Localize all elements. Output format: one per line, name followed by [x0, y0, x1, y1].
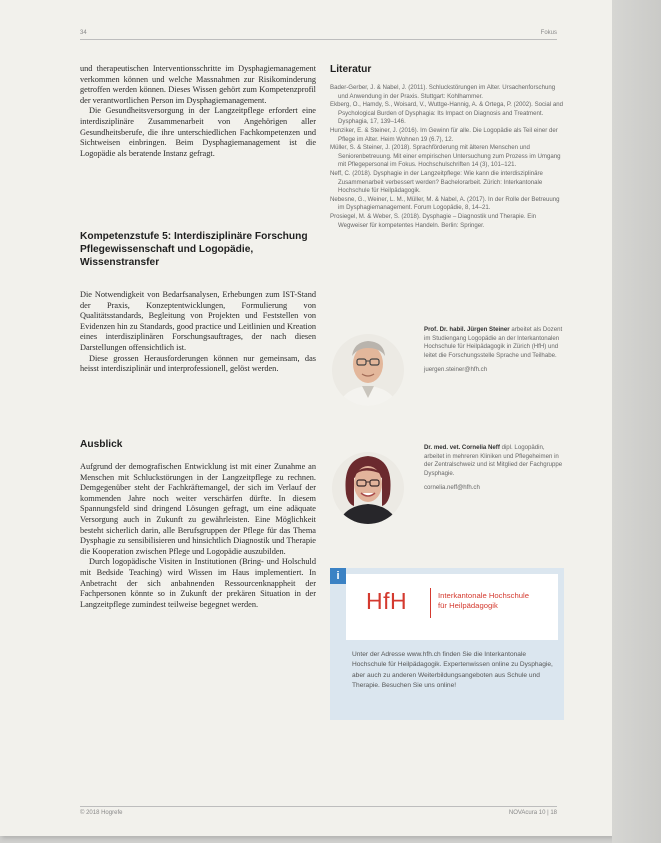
section-label: Fokus	[540, 30, 557, 36]
section-text	[80, 290, 316, 375]
author-email[interactable]: cornelia.neff@hfh.ch	[424, 484, 480, 492]
author-name: Dr. med. vet. Cornelia Neff	[424, 444, 500, 451]
reference-item: Prosiegel, M. & Weber, S. (2018). Dysphagie – Diagnostik und Therapie. Ein Wegweiser für kompetentes Handeln. Berlin: Springer.	[330, 212, 537, 229]
paragraph: und therapeutischen Interventionsschritte im Dysphagiemanagement verkommen können und welche Massnahmen zur Risikominderung getroffen werden können. Dieses Wissen gehört zum Kompetenzprofil der verantwortlichen Person im Dysphagiemanagement.	[80, 64, 316, 105]
org-line: Interkantonale Hochschule	[438, 591, 530, 600]
author-card	[330, 444, 566, 544]
reference-list	[330, 84, 566, 230]
info-icon: i	[330, 568, 346, 584]
intro-text	[80, 64, 316, 159]
paragraph: Die Gesundheitsversorgung in der Langzeitpflege erfordert eine interdisziplinäre Zusammenarbeit von Angehörigen aller Gesundheitsberufe, die ihre unterschiedlichen Fachkompetenzen und Sichtweisen einbringen. Beim Dysphagiemanagement ist die Logopädie als beratende Instanz gefragt.	[80, 106, 316, 158]
running-head	[80, 30, 557, 40]
section-heading: Kompetenzstufe 5: Interdisziplinäre Forschung Pflegewissenschaft und Logopädie, Wissenstransfer	[80, 231, 308, 268]
section-heading-block	[80, 230, 316, 269]
reference-item: Ekberg, O., Hamdy, S., Woisard, V., Wuttge-Hannig, A. & Ortega, P. (2002). Social and Psychological Burden of Dysphagia: Its Impact on Diagnosis and Treatment. Dysphagia, 17, 139–146.	[330, 101, 564, 126]
issue-label: NOVAcura 10 | 18	[508, 810, 557, 816]
org-line: für Heilpädagogik	[438, 600, 498, 610]
paragraph: Diese grossen Herausforderungen können nur gemeinsam, das heisst interdisziplinär und interprofessionell, gelöst werden.	[80, 353, 316, 374]
scan-background-edge	[612, 0, 661, 843]
author-description: arbeitet als Dozent im Studiengang Logopädie an der Interkantonalen Hochschule für Heilpädagogik in Zürich (HfH) und leitet die Forschungsstelle Sprache und Teilhabe.	[424, 326, 563, 359]
organization-name	[438, 591, 553, 610]
author-bio	[424, 326, 566, 375]
paragraph: Durch logopädische Visiten in Institutionen (Bring- und Holschuld mit Bedside Teaching) wird Wissen im Haus implementiert. In Anbetracht der sich anbahnenden Ressourcenknappheit der Fachpersonen könnte so in Zukunft der prekären Situation in der Langzeitpflege zumindest teilweise begegnet werden.	[80, 557, 316, 609]
left-column	[80, 64, 316, 609]
paragraph: Aufgrund der demografischen Entwicklung ist mit einer Zunahme an Menschen mit Schluckstörungen in der Langzeitpflege zu rechnen. Demgegenüber steht der Fachkräftemangel, der sich im Verlauf der kommenden Jahre noch weiter verschärfen dürfte. In diesem Spannungsfeld sind dringend Lösungen gefragt, um eine adäquate Versorgung auch in Zukunft zu gewährleisten. Eine Möglichkeit besteht sicherlich darin, alle Berufsgruppen der Pflege für das Thema Dysphagie zu sensibilisieren und hinsichtlich Diagnostik und Therapie die Kooperation zwischen Pflege und Logopädie auszubilden.	[80, 462, 316, 556]
reference-item: Bader-Gerber, J. & Nabel, J. (2011). Schluckstörungen im Alter. Ursachenforschung und Anwendung in der Praxis. Stuttgart: Kohlhammer.	[330, 84, 556, 100]
page-number: 34	[80, 30, 87, 36]
info-box	[330, 568, 564, 720]
author-photo	[332, 444, 404, 532]
reference-item: Neff, C. (2018). Dysphagie in der Langzeitpflege: Wie kann die interdisziplinäre Zusammenarbeit verbessert werden? Bachelorarbeit. Zürich: Interkantonale Hochschule für Heilpädagogik.	[330, 169, 543, 195]
page-footer	[80, 806, 557, 818]
author-photo	[332, 326, 404, 414]
info-box-text: Unter der Adresse www.hfh.ch finden Sie die Interkantonale Hochschule für Heilpädagogik. Expertenwissen online zu Dysphagie, aber auch zu anderen Weiterbildungsangeboten aus Schule und Therapie. Besuchen Sie uns online!	[352, 651, 553, 690]
author-card	[330, 326, 566, 426]
logo-divider	[430, 588, 431, 618]
paragraph: Die Notwendigkeit von Bedarfsanalysen, Erhebungen zum IST-Stand der Praxis, Konzeptentwicklungen, Formulierung von Qualitätsstandards, Begleitung von Projekten und Feststellen von Evidenzen hin zu Standards, good practice und Leitlinien und Kreation eines interdisziplinären Forschungsauftrages, der nach diesen Darstellungen offensichtlich ist.	[80, 290, 316, 352]
section-text	[80, 462, 316, 610]
hfh-logo-text: HfH	[366, 588, 408, 614]
hfh-logo-panel	[346, 574, 558, 640]
right-column	[330, 64, 566, 492]
section-heading: Ausblick	[80, 439, 123, 450]
literature-heading: Literatur	[330, 64, 372, 75]
author-name: Prof. Dr. habil. Jürgen Steiner	[424, 326, 510, 333]
section-heading-block	[80, 438, 316, 451]
copyright: © 2018 Hogrefe	[80, 810, 123, 816]
author-email[interactable]: juergen.steiner@hfh.ch	[424, 366, 488, 374]
reference-item: Hunziker, E. & Steiner, J. (2016). Im Gewinn für alle. Die Logopädie als Teil einer der Pflege im Alter. Heim Wohnen 19 (6.7), 12.	[330, 126, 558, 143]
author-description: dipl. Logopädin, arbeitet in mehreren Kliniken und Pflegeheimen in der Zentralschweiz und ist Mitglied der Fachgruppe Dysphagie.	[424, 444, 563, 477]
reference-item: Nebesne, G., Weiner, L. M., Müller, M. & Nabel, A. (2017). In der Rolle der Betreuung im Dysphagiemanagement. Forum Logopädie, 8, 14–21.	[330, 195, 560, 212]
reference-item: Müller, S. & Steiner, J. (2018). Sprachförderung mit älteren Menschen und Seniorenbetreuung. Mit einer empirischen Untersuchung zum Prozess im Umgang mit Pflegepersonal im Fokus. Hochschulschriften 14 (3), 101–121.	[330, 144, 561, 169]
author-bio	[424, 444, 566, 493]
